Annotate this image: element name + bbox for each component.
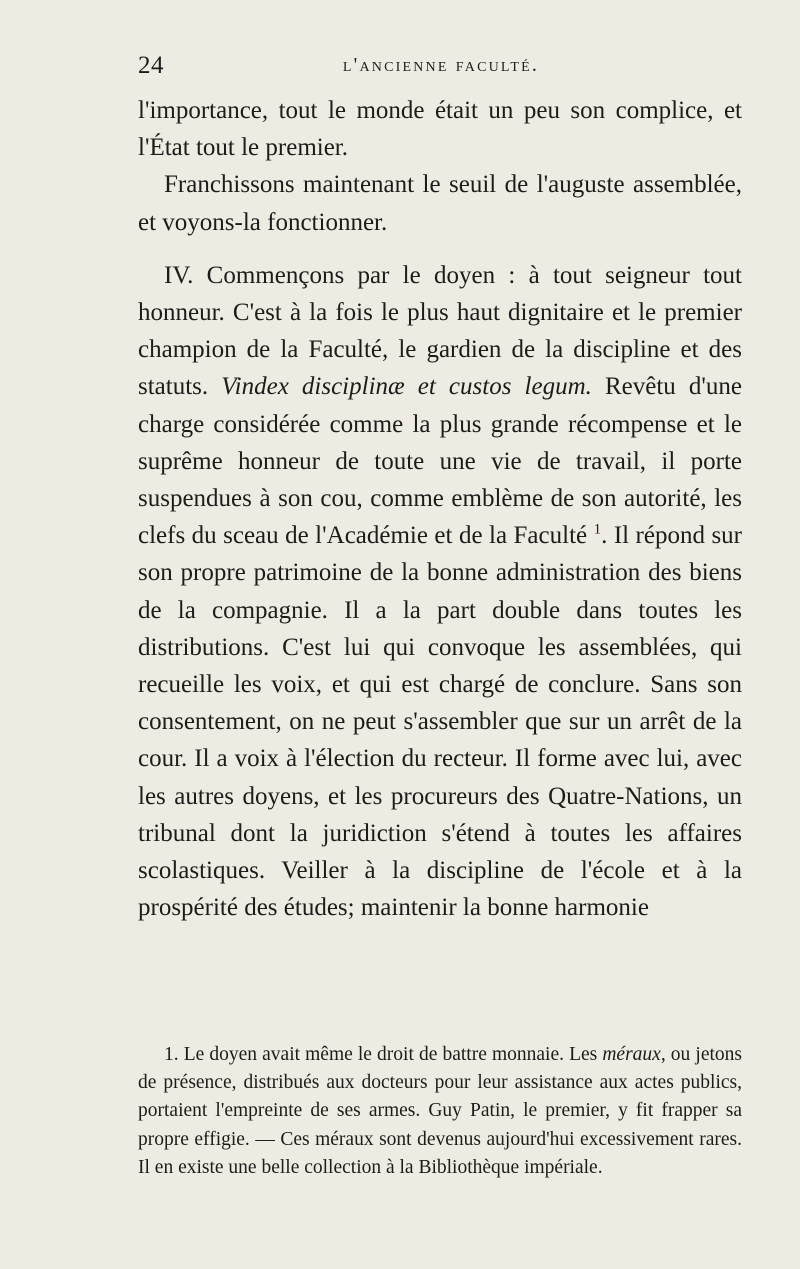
- footnote-italic-meraux: méraux: [602, 1044, 661, 1065]
- latin-motto: Vindex disciplinæ et custos legum.: [221, 373, 592, 401]
- footnote-paragraph: [138, 1041, 742, 1182]
- paragraph-franchissons: Franchissons maintenant le seuil de l'auguste assemblée, et voyons-la fonctionner.: [138, 171, 742, 236]
- page-number: 24: [138, 52, 164, 79]
- page-header: [138, 52, 744, 86]
- section-iv-text-c: . Il répond sur son propre patrimoine de la bonne administration des biens de la compagnie. Il a la part double dans toutes les distributions. C'est lui qui convoque les assemblées, qui recueille les voix, et qui est chargé de conclure. Sans son consentement, on ne peut s'assembler que sur un arrêt de la cour. Il a voix à l'élection du recteur. Il forme avec lui, avec les autres doyens, et les procureurs des Quatre-Nations, un tribunal dont la juridiction s'étend à toutes les affaires scolastiques. Veiller à la discipline de l'école et à la prospérité des études; maintenir la bonne harmonie: [138, 522, 743, 922]
- footnote-reference: 1: [593, 521, 602, 538]
- footnote-text-a: 1. Le doyen avait même le droit de battre monnaie. Les: [164, 1044, 603, 1065]
- section-iv-text-b: Revêtu d'une charge considérée comme la plus grande récompense et le suprême honneur de toute une vie de travail, il porte suspendues à son cou, comme emblème de son autorité, les clefs du sceau de l'Académie et de la Faculté: [138, 373, 742, 550]
- footnote: [138, 1041, 742, 1182]
- body-text: [138, 92, 742, 926]
- footnote-text-b: , ou jetons de présence, distribués aux docteurs pour leur assistance aux actes publics, portaient l'empreinte de ses armes. Guy Patin, le premier, y fit frapper sa propre effigie. — Ces méraux sont devenus aujourd'hui excessivement rares. Il en existe une belle collection à la Bibliothèque impériale.: [138, 1044, 742, 1178]
- running-title: l'ancienne faculté.: [342, 54, 540, 76]
- paragraph-section-iv: [138, 257, 742, 927]
- paragraph-continuation: l'importance, tout le monde était un peu son complice, et l'État tout le premier.: [138, 97, 742, 162]
- section-iv-text-a: IV. Commençons par le doyen : à tout seigneur tout honneur. C'est à la fois le plus haut dignitaire et le premier champion de la Faculté, le gardien de la discipline et des statuts.: [138, 261, 742, 401]
